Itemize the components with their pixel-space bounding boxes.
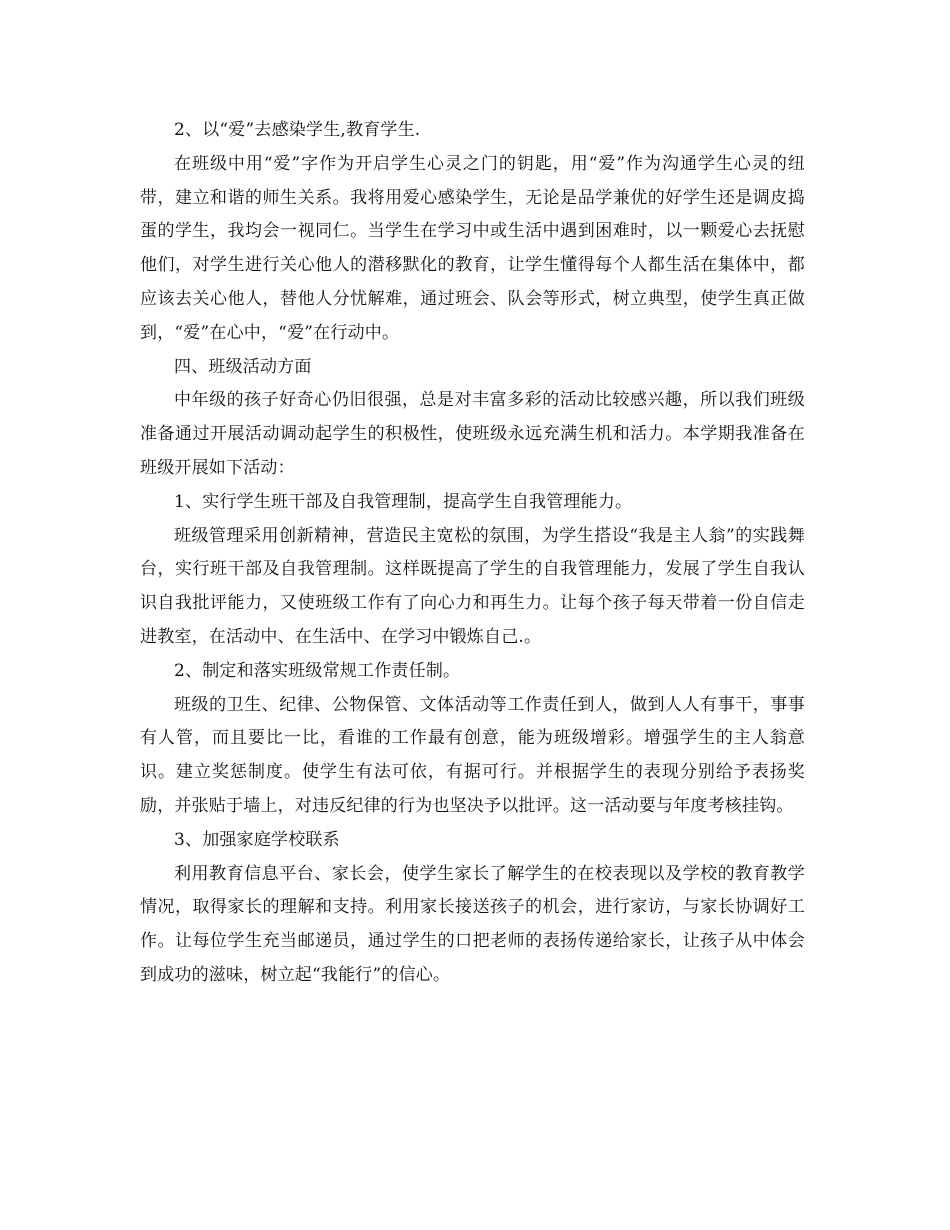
section-heading: 2、制定和落实班级常规工作责任制。	[174, 660, 461, 681]
body-paragraph: 在班级中用“爱”字作为开启学生心灵之门的钥匙，用“爱”作为沟通学生心灵的纽带，建立和谐的师生关系。我将用爱心感染学生，无论是品学兼优的好学生还是调皮捣蛋的学生，我均会一视同仁。当学生在学习中或生活中遇到困难时，以一颗爱心去抚慰他们，对学生进行关心他人的潜移默化的教育，让学生懂得每个人都生活在集体中，都应该去关心他人，替他人分忧解难，通过班会、队会等形式，树立典型，使学生真正做到，“爱”在心中，“爱”在行动中。	[140, 153, 805, 343]
section-heading: 四、班级活动方面	[174, 356, 312, 377]
section-heading: 3、加强家庭学校联系	[174, 829, 340, 850]
body-paragraph: 班级的卫生、纪律、公物保管、文体活动等工作责任到人，做到人人有事干，事事有人管，而且要比一比，看谁的工作最有创意，能为班级增彩。增强学生的主人翁意识。建立奖惩制度。使学生有法可依，有据可行。并根据学生的表现分别给予表扬奖励，并张贴于墙上，对违反纪律的行为也坚决予以批评。这一活动要与年度考核挂钩。	[140, 694, 805, 816]
section-heading: 1、实行学生班干部及自我管理制，提高学生自我管理能力。	[174, 491, 633, 512]
body-paragraph: 利用教育信息平台、家长会，使学生家长了解学生的在校表现以及学校的教育教学情况，取得家长的理解和支持。利用家长接送孩子的机会，进行家访，与家长协调好工作。让每位学生充当邮递员，通过学生的口把老师的表扬传递给家长，让孩子从中体会到成功的滋味，树立起“我能行”的信心。	[140, 863, 805, 985]
document-body	[140, 114, 805, 993]
body-paragraph: 中年级的孩子好奇心仍旧很强，总是对丰富多彩的活动比较感兴趣，所以我们班级准备通过开展活动调动起学生的积极性，使班级永远充满生机和活力。本学期我准备在班级开展如下活动：	[140, 390, 805, 478]
section-heading: 2、以“爱”去感染学生,教育学生.	[174, 120, 421, 140]
body-paragraph: 班级管理采用创新精神，营造民主宽松的氛围，为学生搭设“我是主人翁”的实践舞台，实行班干部及自我管理制。这样既提高了学生的自我管理能力，发展了学生自我认识自我批评能力，又使班级工作有了向心力和再生力。让每个孩子每天带着一份自信走进教室，在活动中、在生活中、在学习中锻炼自己.。	[140, 525, 805, 647]
